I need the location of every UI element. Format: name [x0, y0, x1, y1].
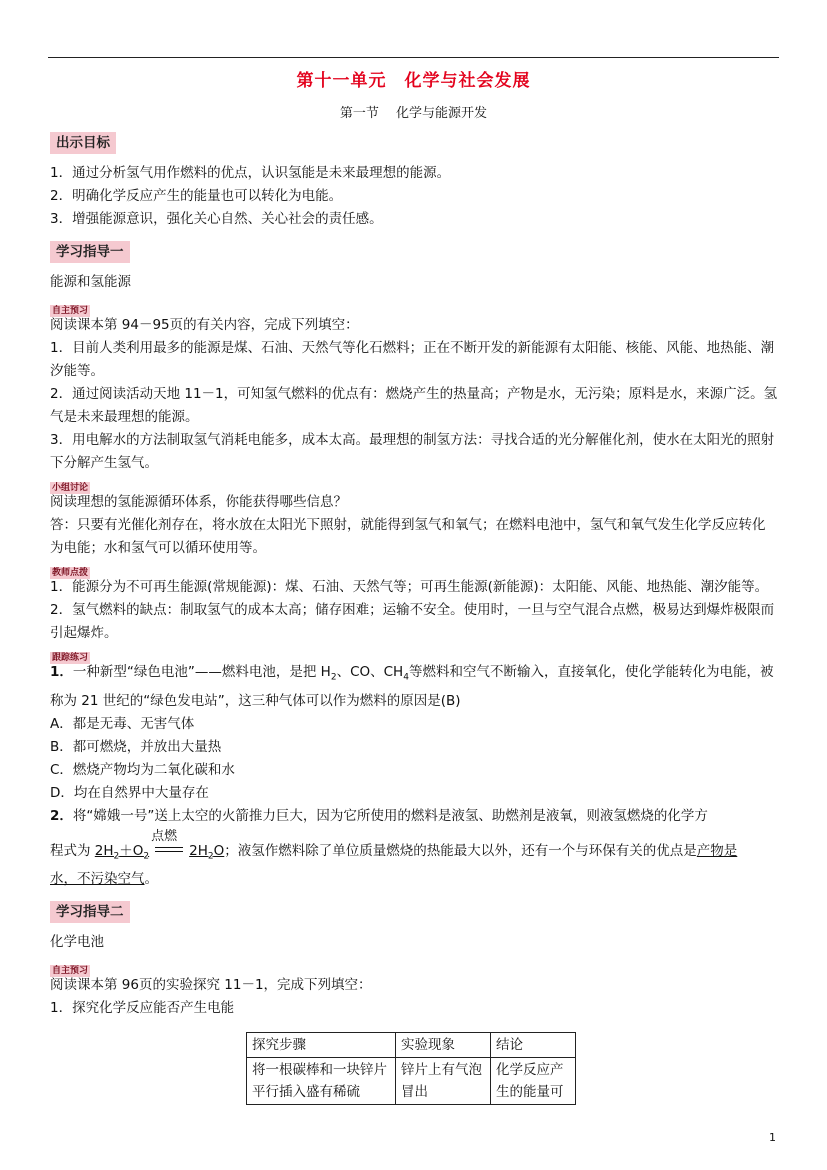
guide1-badge: 学习指导一 [50, 241, 130, 263]
question-number: 2． [50, 807, 73, 824]
table-header: 实验现象 [396, 1033, 491, 1058]
guide1-topic: 能源和氢能源 [50, 274, 131, 290]
table-header: 结论 [491, 1033, 576, 1058]
section-subtitle: 第一节 化学与能源开发 [339, 106, 488, 121]
experiment-table [246, 1032, 576, 1105]
answer-text: 产物是 [696, 842, 738, 859]
table-row [247, 1058, 576, 1105]
teacher-tip: 1．能源分为不可再生能源(常规能源)：煤、石油、天然气等；可再生能源(新能源)：太阳能、风能、地热能、潮汐能等。 [50, 579, 769, 595]
group-discussion-tag: 小组讨论 [52, 483, 89, 493]
unit-title: 第十一单元 化学与社会发展 [296, 71, 531, 91]
question-text: 、CO、CH [336, 664, 404, 680]
objective-item: 1．通过分析氢气用作燃料的优点，认识氢能是未来最理想的能源。 [50, 165, 451, 181]
equation-product: $2H_2O$ [189, 842, 225, 862]
option-d: D．均在自然界中大量存在 [50, 784, 209, 801]
table-header-row [247, 1033, 576, 1058]
self-study-item: 2．通过阅读活动天地 11－1，可知氢气燃料的优点有：燃烧产生的热量高；产物是水，无污染；原料是水，来源广泛。氢气是未来最理想的能源。 [50, 386, 778, 425]
discussion-question: 阅读理想的氢能源循环体系，你能获得哪些信息？ [50, 494, 347, 510]
question-text: 一种新型“绿色电池”——燃料电池，是把 H [72, 664, 331, 680]
objectives-badge: 出示目标 [50, 132, 116, 154]
self-study-intro: 阅读课本第 94－95页的有关内容，完成下列填空： [50, 317, 359, 333]
table-cell: 将一根碳棒和一块锌片平行插入盛有稀硫 [247, 1058, 396, 1105]
teacher-tip: 2．氢气燃料的缺点：制取氢气的成本太高；储存困难；运输不安全。使用时，一旦与空气混合点燃，极易达到爆炸极限而引起爆炸。 [50, 602, 775, 641]
experiment-item: 1．探究化学反应能否产生电能 [50, 1000, 235, 1017]
discussion-answer: 答：只要有光催化剂存在，将水放在太阳光下照射，就能得到氢气和氧气；在燃料电池中，氢气和氧气发生化学反应转化为电能；水和氢气可以循环使用等。 [50, 517, 766, 556]
question-text: ；液氢作燃料除了单位质量燃烧的热能最大以外，还有一个与环保有关的优点是 [224, 842, 697, 859]
table-cell: 化学反应产生的能量可 [491, 1058, 576, 1105]
self-study-tag: 自主预习 [52, 966, 89, 977]
practice-tag: 跟踪练习 [52, 653, 89, 663]
self-study-tag: 自主预习 [52, 306, 89, 316]
page-number: 1 [769, 1131, 776, 1144]
self-study-intro: 阅读课本第 96页的实验探究 11－1，完成下列填空： [50, 977, 372, 994]
reaction-condition: 点燃 [155, 843, 183, 857]
question-text: 程式为 [50, 842, 91, 859]
option-a: A．都是无毒、无害气体 [50, 715, 195, 732]
practice-question-1: 1．一种新型“绿色电池”——燃料电池，是把 $H_2$、CO、$CH_4$等燃料和空气不断输入，直接氧化，使化学能转化为电能，被称为 21 世纪的“绿色发电站”，这三种气体可以作为燃料的原因是(B) [50, 664, 774, 709]
self-study-item: 1．目前人类利用最多的能源是煤、石油、天然气等化石燃料；正在不断开发的新能源有太阳能、核能、风能、地热能、潮汐能等。 [50, 340, 775, 379]
equation-reactants: $2H_2+O_2$ [94, 842, 150, 862]
teacher-tips-tag: 教师点拨 [52, 568, 89, 578]
question-2-equation-line [50, 828, 778, 869]
question-2-answer-line: 水，不污染空气。 [50, 871, 158, 888]
header-rule [48, 57, 779, 58]
table-header: 探究步骤 [247, 1033, 396, 1058]
question-text: 等燃料和空气不断输入，直接氧化，使化学能转化为电能，被称为 21 世纪的“绿色发电站”，这三种气体可以作为燃料的原因是(B) [50, 664, 774, 709]
objective-item: 3．增强能源意识，强化关心自然、关心社会的责任感。 [50, 211, 383, 227]
objective-item: 2．明确化学反应产生的能量也可以转化为电能。 [50, 188, 343, 204]
option-b: B．都可燃烧，并放出大量热 [50, 738, 222, 755]
question-number: 1． [50, 664, 73, 680]
document-body [50, 128, 778, 1020]
guide2-topic: 化学电池 [50, 934, 104, 951]
self-study-item: 3．用电解水的方法制取氢气消耗电能多，成本太高。最理想的制氢方法：寻找合适的光分解催化剂，使水在太阳光的照射下分解产生氢气。 [50, 432, 775, 471]
guide2-badge: 学习指导二 [50, 901, 130, 923]
answer-text: 水，不污染空气 [50, 871, 145, 888]
question-text: 将“嫦娥一号”送上太空的火箭推力巨大，因为它所使用的燃料是液氢、助燃剂是液氧，则液氢燃烧的化学方 [72, 807, 708, 824]
option-c: C．燃烧产物均为二氧化碳和水 [50, 761, 235, 778]
table-cell: 锌片上有气泡冒出 [396, 1058, 491, 1105]
